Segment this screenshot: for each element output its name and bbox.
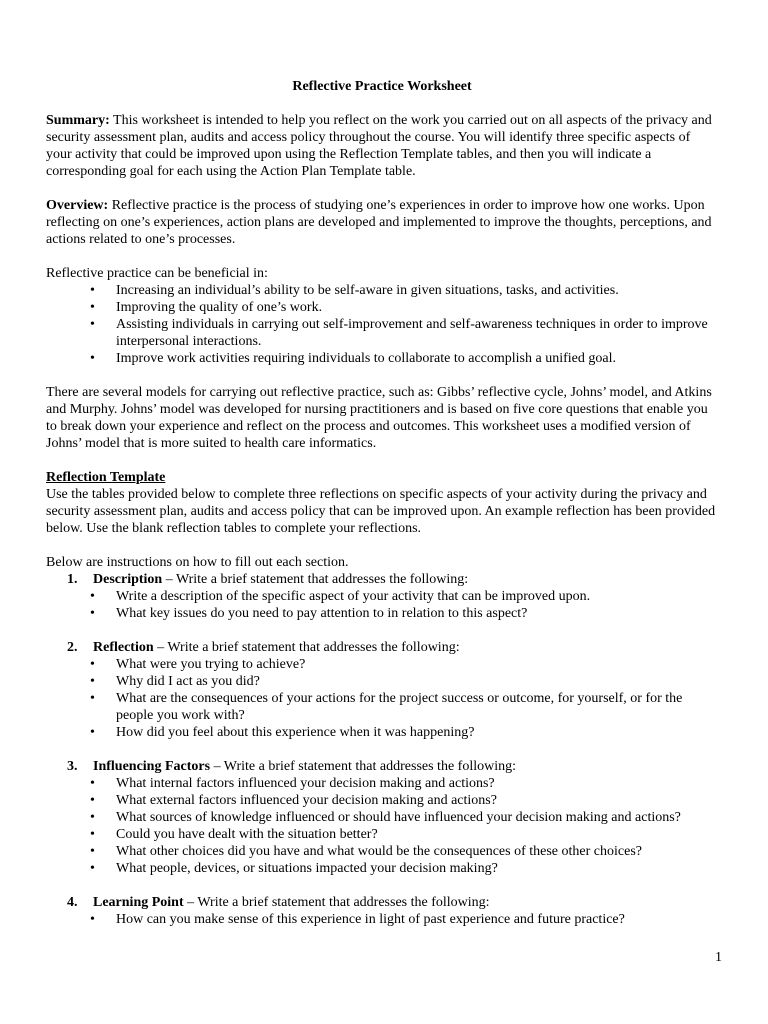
list-item: • What external factors influenced your decision making and actions? (116, 792, 718, 809)
overview-lead: Overview: (46, 198, 109, 213)
step-desc: – Write a brief statement that addresses the following: (183, 895, 490, 910)
step-desc: – Write a brief statement that addresses the following: (210, 759, 516, 774)
list-item: • Could you have dealt with the situation better? (116, 826, 718, 843)
list-item: • Write a description of the specific aspect of your activity that can be improved upon. (116, 588, 718, 605)
list-item: • What people, devices, or situations impacted your decision making? (116, 860, 718, 877)
page-number: 1 (715, 950, 722, 965)
step-desc: – Write a brief statement that addresses the following: (153, 640, 460, 655)
reflection-template-heading: Reflection Template (46, 470, 166, 485)
list-item: • Increasing an individual’s ability to be self-aware in given situations, tasks, and activities. (116, 282, 718, 299)
step-number: 4. (67, 895, 78, 910)
step-reflection (46, 639, 718, 741)
list-item: • Improving the quality of one’s work. (116, 299, 718, 316)
list-item: • Why did I act as you did? (116, 673, 718, 690)
summary-paragraph (46, 112, 718, 180)
list-item: • What are the consequences of your actions for the project success or outcome, for yourself, or for the people you work with? (116, 690, 718, 724)
instructions-intro: Below are instructions on how to fill out each section. (46, 555, 349, 570)
step-desc: – Write a brief statement that addresses the following: (162, 572, 469, 587)
list-item: • Improve work activities requiring individuals to collaborate to accomplish a unified goal. (116, 350, 718, 367)
summary-lead: Summary: (46, 113, 110, 128)
instruction-steps (46, 571, 718, 928)
list-item: • What were you trying to achieve? (116, 656, 718, 673)
step-term: Reflection (93, 640, 154, 655)
list-item: • What key issues do you need to pay attention to in relation to this aspect? (116, 605, 718, 622)
list-item: • How can you make sense of this experience in light of past experience and future practice? (116, 911, 718, 928)
step-bullets (93, 775, 718, 877)
step-bullets (93, 911, 718, 928)
list-item: • What internal factors influenced your decision making and actions? (116, 775, 718, 792)
beneficial-intro: Reflective practice can be beneficial in: (46, 266, 268, 281)
overview-paragraph (46, 197, 718, 248)
step-number: 2. (67, 640, 78, 655)
step-influencing-factors (46, 758, 718, 877)
list-item: • What other choices did you have and what would be the consequences of these other choices? (116, 843, 718, 860)
step-number: 1. (67, 572, 78, 587)
step-term: Learning Point (93, 895, 184, 910)
step-term: Influencing Factors (93, 759, 211, 774)
page-title: Reflective Practice Worksheet (292, 79, 472, 94)
step-term: Description (93, 572, 163, 587)
overview-text: Reflective practice is the process of studying one’s experiences in order to improve how one works. Upon reflecting on one’s experiences, action plans are developed and implemented to improve the thoughts, perceptions, and actions related to one’s processes. (46, 198, 712, 247)
list-item: • What sources of knowledge influenced or should have influenced your decision making and actions? (116, 809, 718, 826)
summary-text: This worksheet is intended to help you reflect on the work you carried out on all aspects of the privacy and security assessment plan, audits and access policy throughout the course. You will identify three specific aspects of your activity that could be improved upon using the Reflection Template tables, and then you will indicate a corresponding goal for each using the Action Plan Template table. (46, 113, 712, 179)
step-description (46, 571, 718, 622)
list-item: • Assisting individuals in carrying out self-improvement and self-awareness techniques in order to improve interpersonal interactions. (116, 316, 718, 350)
step-number: 3. (67, 759, 78, 774)
list-item: • How did you feel about this experience when it was happening? (116, 724, 718, 741)
step-bullets (93, 656, 718, 741)
step-bullets (93, 588, 718, 622)
beneficial-list (46, 282, 718, 367)
models-paragraph: There are several models for carrying out reflective practice, such as: Gibbs’ reflective cycle, Johns’ model, and Atkins and Murphy. Johns’ model was developed for nursing practitioners and is based on five core questions that enable you to break down your experience and reflect on the process and outcomes. This worksheet uses a modified version of Johns’ model that is more suited to health care informatics. (46, 385, 712, 451)
document-body (46, 78, 718, 945)
reflection-template-paragraph: Use the tables provided below to complete three reflections on specific aspects of your activity during the privacy and security assessment plan, audits and access policy that can be improved upon. An example reflection has been provided below. Use the blank reflection tables to complete your reflections. (46, 487, 716, 536)
step-learning-point (46, 894, 718, 928)
